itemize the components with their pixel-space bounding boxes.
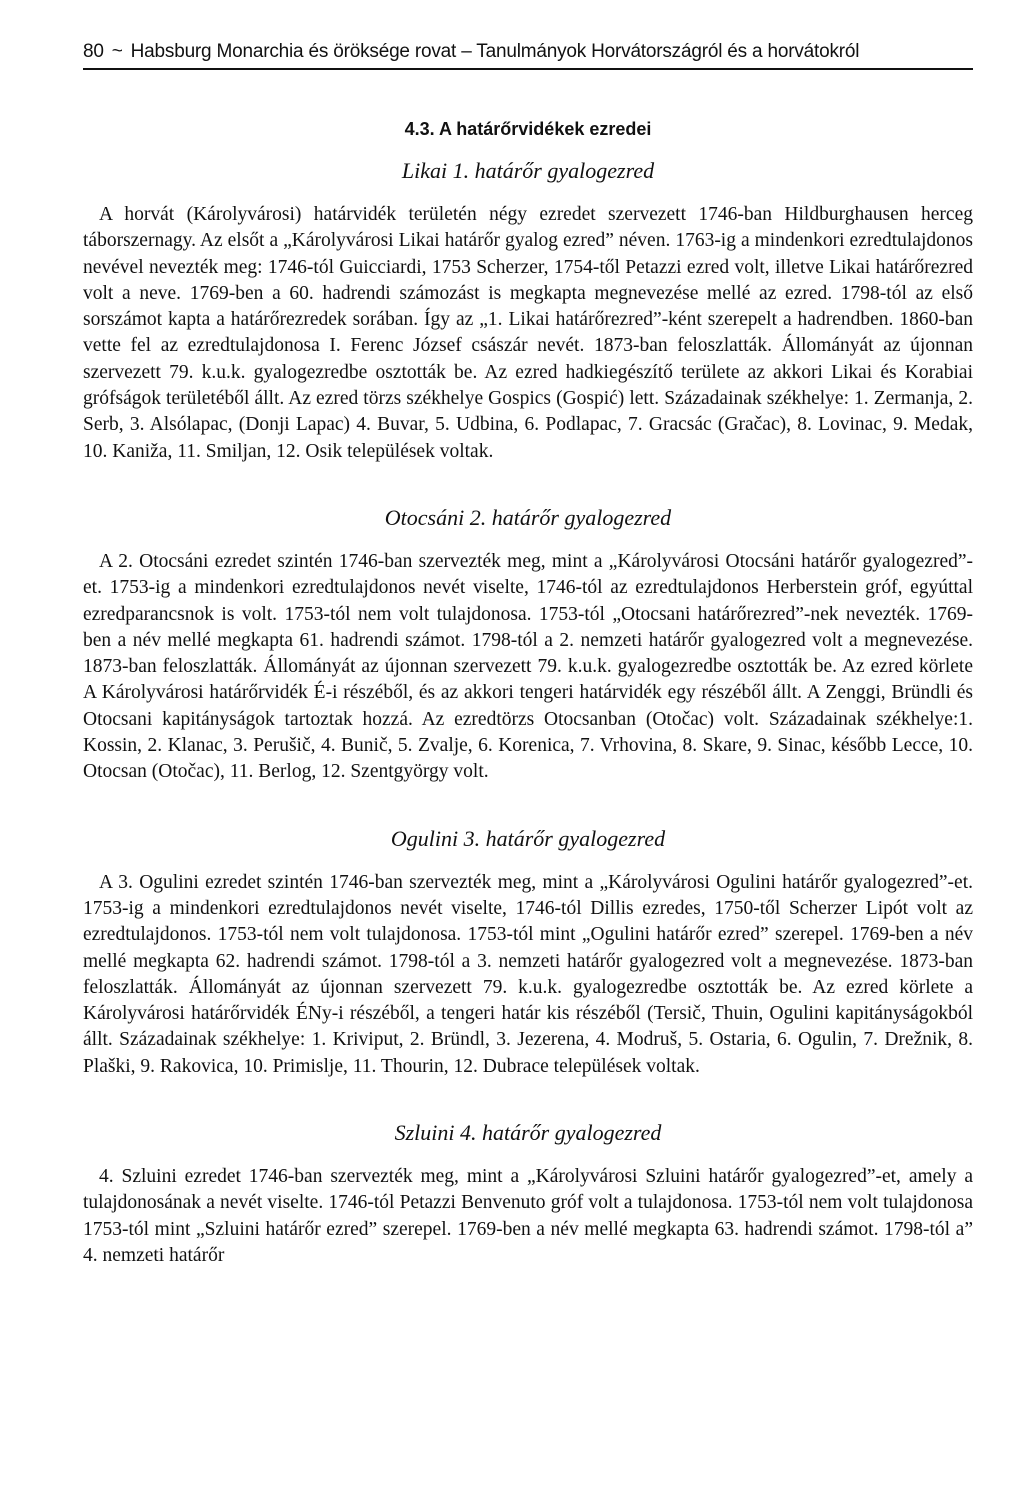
- regiment-title-4: Szluini 4. határőr gyalogezred: [394, 1120, 662, 1146]
- document-page: [83, 40, 973, 1269]
- regiment-title-2: Otocsáni 2. határőr gyalogezred: [384, 504, 672, 530]
- regiment-paragraph-3: A 3. Ogulini ezredet szintén 1746-ban szervezték meg, mint a „Károlyvárosi Ogulini határőr gyalogezred”-et. 1753-ig a mindenkori ezredtulajdonos nevét viselte, 1746-tól Dillis ezredes, 1750-től Scherzer Lipót volt az ezredtulajdonos. 1753-tól nem volt tulajdonosa. 1753-tól mint „Ogulini határőr ezred” szerepel. 1769-ben a név mellé megkapta 62. hadrendi számot. 1798-tól a 3. nemzeti határőr gyalogezred volt a megnevezése. 1873-ban feloszlatták. Állományát az újonnan szervezett 79. k.u.k. gyalogezredbe osztották be. Az ezred körlete a Károlyvárosi határőrvidék ÉNy-i részéből, a tengeri határ kis részéből (Tersič, Thuin, Ogulini kapitányságokból állt. Századainak székhelye: 1. Kriviput, 2. Bründl, 3. Jezerena, 4. Modruš, 5. Ostaria, 6. Ogulin, 7. Drežnik, 8. Plaški, 9. Rakovica, 10. Primislje, 11. Thourin, 12. Dubrace települések voltak.: [83, 871, 973, 1077]
- running-header: [83, 40, 973, 70]
- regiment-paragraph-2: A 2. Otocsáni ezredet szintén 1746-ban szervezték meg, mint a „Károlyvárosi Otocsáni határőr gyalogezred”-et. 1753-ig a mindenkori ezredtulajdonos nevét viselte, 1746-tól az ezredtulajdonos Herberstein gróf, egyúttal ezredparancsnok is volt. 1753-tól nem volt tulajdonosa. 1753-tól „Otocsani határőrezred”-nek nevezték. 1769-ben a név mellé megkapta 61. hadrendi számot. 1798-tól a 2. nemzeti határőr gyalogezred volt a megnevezése. 1873-ban feloszlatták. Állományát az újonnan szervezett 79. k.u.k. gyalogezredbe osztották be. Az ezred körlete A Károlyvárosi határőrvidék É-i részéből, és az akkori tengeri határvidék egy részéből állt. A Zenggi, Bründli és Otocsani kapitányságok tartoztak hozzá. Az ezredtörzs Otocsanban (Otočac) volt. Századainak székhelye:1. Kossin, 2. Klanac, 3. Perušič, 4. Bunič, 5. Zvalje, 6. Korenica, 7. Vrhovina, 8. Skare, 9. Sinac, később Lecce, 10. Otocsan (Otočac), 11. Berlog, 12. Szentgyörgy volt.: [83, 550, 973, 783]
- header-title: Habsburg Monarchia és öröksége rovat – Tanulmányok Horvátországról és a horvátokról: [130, 41, 860, 62]
- regiment-title-3: Ogulini 3. határőr gyalogezred: [390, 825, 666, 851]
- section-title: 4.3. A határőrvidékek ezredei: [404, 119, 652, 139]
- header-separator: ~: [111, 41, 123, 62]
- page-number: 80: [83, 41, 104, 62]
- regiment-paragraph-4: 4. Szluini ezredet 1746-ban szervezték meg, mint a „Károlyvárosi Szluini határőr gyalogezred”-et, amely a tulajdonosának a nevét viselte. 1746-tól Petazzi Benvenuto gróf volt a tulajdonosa. 1753-tól nem volt tulajdonosa 1753-tól mint „Szluini határőr ezred” szerepel. 1769-ben a név mellé megkapta 63. hadrendi számot. 1798-tól a” 4. nemzeti határőr: [83, 1166, 973, 1266]
- regiment-paragraph-1: A horvát (Károlyvárosi) határvidék területén négy ezredet szervezett 1746-ban Hildburghausen herceg táborszernagy. Az elsőt a „Károlyvárosi Likai határőr gyalog ezred” néven. 1763-ig a mindenkori ezredtulajdonos nevével nevezték meg: 1746-tól Guicciardi, 1753 Scherzer, 1754-től Petazzi ezred volt, illetve Likai határőrezred volt a neve. 1769-ben a 60. hadrendi számozást is megkapta megnevezése mellé az ezred. 1798-tól az első sorszámot kapta a határőrezredek sorában. Így az „1. Likai határőrezred”-ként szerepelt a hadrendben. 1860-ban vette fel az ezredtulajdonosa I. Ferenc József császár nevét. 1873-ban feloszlatták. Állományát az újonnan szervezett 79. k.u.k. gyalogezredbe osztották be. Az ezred hadkiegészítő területe az akkori Likai és Korabiai grófságok területéből állt. Az ezred törzs székhelye Gospics (Gospić) lett. Századainak székhelye: 1. Zermanja, 2. Serb, 3. Alsólapac, (Donji Lapac) 4. Buvar, 5. Udbina, 6. Podlapac, 7. Gracsác (Gračac), 8. Lovinac, 9. Medak, 10. Kaniža, 11. Smiljan, 12. Osik települések voltak.: [83, 204, 973, 462]
- regiment-title-1: Likai 1. határőr gyalogezred: [401, 158, 655, 183]
